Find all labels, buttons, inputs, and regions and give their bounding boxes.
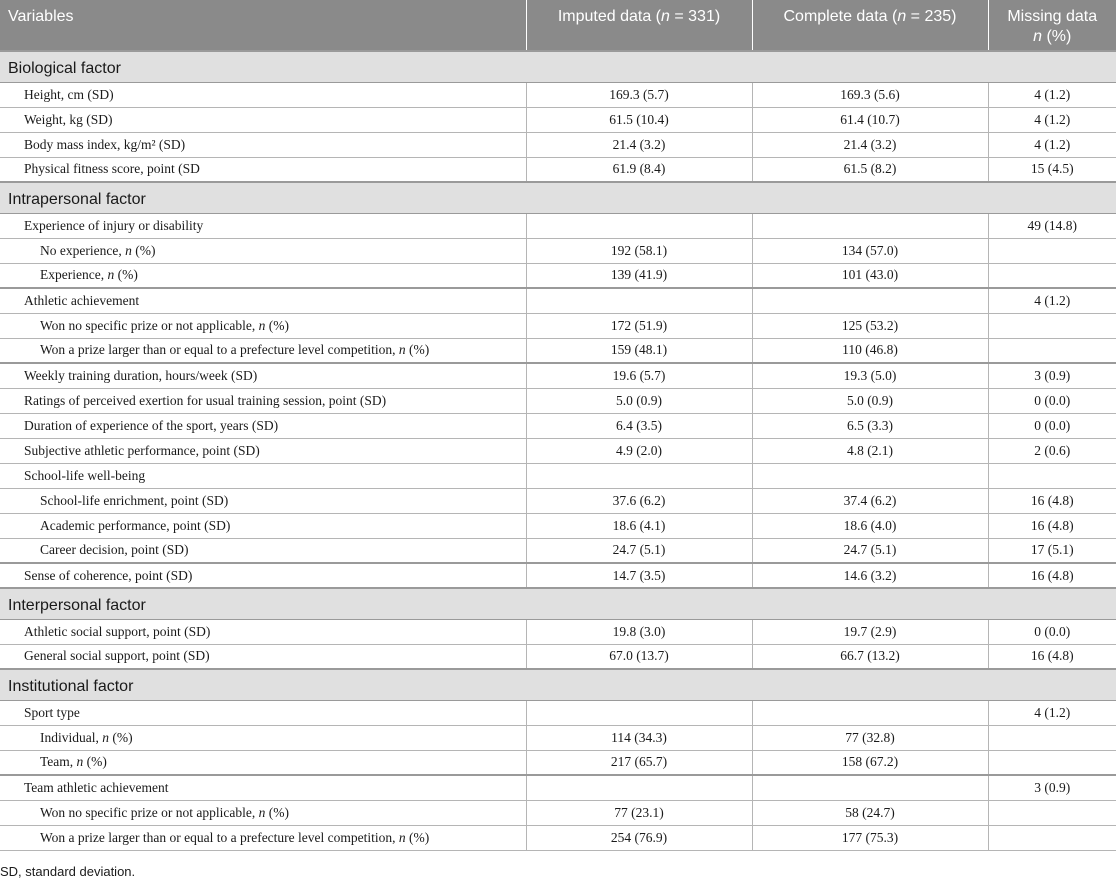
missing-cell: 0 (0.0) xyxy=(988,619,1116,644)
variable-cell: Weight, kg (SD) xyxy=(0,107,526,132)
complete-cell: 61.5 (8.2) xyxy=(752,157,988,182)
table-row xyxy=(0,725,1116,750)
complete-cell xyxy=(752,700,988,725)
table-row xyxy=(0,157,1116,182)
variable-cell: Ratings of perceived exertion for usual training session, point (SD) xyxy=(0,388,526,413)
variable-cell: Body mass index, kg/m² (SD) xyxy=(0,132,526,157)
imputed-cell: 139 (41.9) xyxy=(526,263,752,288)
missing-cell: 3 (0.9) xyxy=(988,363,1116,388)
complete-cell xyxy=(752,463,988,488)
variable-cell: Team athletic achievement xyxy=(0,775,526,800)
missing-cell: 15 (4.5) xyxy=(988,157,1116,182)
missing-cell xyxy=(988,825,1116,850)
table-header-row xyxy=(0,0,1116,51)
imputed-cell: 169.3 (5.7) xyxy=(526,82,752,107)
imputed-cell: 159 (48.1) xyxy=(526,338,752,363)
missing-cell xyxy=(988,800,1116,825)
variable-cell: Team, n (%) xyxy=(0,750,526,775)
variable-cell: Won no specific prize or not applicable, n (%) xyxy=(0,800,526,825)
missing-cell: 0 (0.0) xyxy=(988,388,1116,413)
imputed-cell: 77 (23.1) xyxy=(526,800,752,825)
table-row xyxy=(0,238,1116,263)
missing-cell: 4 (1.2) xyxy=(988,107,1116,132)
header-missing xyxy=(988,0,1116,51)
imputed-cell xyxy=(526,213,752,238)
table-row xyxy=(0,82,1116,107)
missing-cell: 4 (1.2) xyxy=(988,288,1116,313)
missing-cell xyxy=(988,750,1116,775)
table-row xyxy=(0,700,1116,725)
complete-cell: 169.3 (5.6) xyxy=(752,82,988,107)
table-row xyxy=(0,463,1116,488)
imputed-cell: 21.4 (3.2) xyxy=(526,132,752,157)
missing-cell: 16 (4.8) xyxy=(988,563,1116,588)
variable-cell: Duration of experience of the sport, years (SD) xyxy=(0,413,526,438)
variable-cell: Sport type xyxy=(0,700,526,725)
imputed-cell: 192 (58.1) xyxy=(526,238,752,263)
variable-cell: Experience, n (%) xyxy=(0,263,526,288)
missing-cell: 16 (4.8) xyxy=(988,513,1116,538)
complete-cell: 177 (75.3) xyxy=(752,825,988,850)
variable-cell: Weekly training duration, hours/week (SD) xyxy=(0,363,526,388)
imputed-cell: 4.9 (2.0) xyxy=(526,438,752,463)
table-row xyxy=(0,825,1116,850)
missing-cell: 4 (1.2) xyxy=(988,700,1116,725)
complete-cell: 5.0 (0.9) xyxy=(752,388,988,413)
complete-cell xyxy=(752,775,988,800)
imputed-cell xyxy=(526,700,752,725)
complete-cell: 4.8 (2.1) xyxy=(752,438,988,463)
variable-cell: Won a prize larger than or equal to a prefecture level competition, n (%) xyxy=(0,825,526,850)
header-variables: Variables xyxy=(0,0,526,51)
imputed-cell xyxy=(526,775,752,800)
imputed-cell: 61.5 (10.4) xyxy=(526,107,752,132)
imputed-cell xyxy=(526,463,752,488)
variable-cell: Won a prize larger than or equal to a prefecture level competition, n (%) xyxy=(0,338,526,363)
imputed-cell: 19.6 (5.7) xyxy=(526,363,752,388)
variable-cell: Height, cm (SD) xyxy=(0,82,526,107)
table-row xyxy=(0,800,1116,825)
complete-cell: 21.4 (3.2) xyxy=(752,132,988,157)
missing-cell: 16 (4.8) xyxy=(988,488,1116,513)
variable-cell: Subjective athletic performance, point (SD) xyxy=(0,438,526,463)
imputed-cell: 18.6 (4.1) xyxy=(526,513,752,538)
header-complete: Complete data (n = 235) xyxy=(752,0,988,51)
missing-cell xyxy=(988,338,1116,363)
section-title: Institutional factor xyxy=(0,669,1116,700)
missing-cell: 3 (0.9) xyxy=(988,775,1116,800)
imputed-cell xyxy=(526,288,752,313)
missing-cell xyxy=(988,313,1116,338)
complete-cell: 77 (32.8) xyxy=(752,725,988,750)
imputed-cell: 217 (65.7) xyxy=(526,750,752,775)
table-row xyxy=(0,363,1116,388)
variable-cell: School-life well-being xyxy=(0,463,526,488)
table-row xyxy=(0,438,1116,463)
complete-cell: 158 (67.2) xyxy=(752,750,988,775)
complete-cell: 125 (53.2) xyxy=(752,313,988,338)
complete-cell xyxy=(752,288,988,313)
table-row xyxy=(0,413,1116,438)
table-row xyxy=(0,563,1116,588)
table-row xyxy=(0,488,1116,513)
missing-cell xyxy=(988,238,1116,263)
complete-cell xyxy=(752,213,988,238)
imputed-cell: 5.0 (0.9) xyxy=(526,388,752,413)
section-title: Biological factor xyxy=(0,51,1116,82)
imputed-cell: 24.7 (5.1) xyxy=(526,538,752,563)
imputed-cell: 67.0 (13.7) xyxy=(526,644,752,669)
table-row xyxy=(0,107,1116,132)
section-header-row xyxy=(0,182,1116,213)
variable-cell: General social support, point (SD) xyxy=(0,644,526,669)
imputed-cell: 172 (51.9) xyxy=(526,313,752,338)
header-missing-line1: Missing data xyxy=(1007,8,1098,25)
table-row xyxy=(0,775,1116,800)
table-row xyxy=(0,288,1116,313)
complete-cell: 18.6 (4.0) xyxy=(752,513,988,538)
table-row xyxy=(0,132,1116,157)
variable-cell: Individual, n (%) xyxy=(0,725,526,750)
section-header-row xyxy=(0,51,1116,82)
missing-cell: 16 (4.8) xyxy=(988,644,1116,669)
complete-cell: 14.6 (3.2) xyxy=(752,563,988,588)
table-row xyxy=(0,750,1116,775)
table-row xyxy=(0,388,1116,413)
imputed-cell: 37.6 (6.2) xyxy=(526,488,752,513)
complete-cell: 19.7 (2.9) xyxy=(752,619,988,644)
complete-cell: 134 (57.0) xyxy=(752,238,988,263)
complete-cell: 66.7 (13.2) xyxy=(752,644,988,669)
variable-cell: Sense of coherence, point (SD) xyxy=(0,563,526,588)
complete-cell: 58 (24.7) xyxy=(752,800,988,825)
table-row xyxy=(0,513,1116,538)
table-row xyxy=(0,619,1116,644)
variable-cell: No experience, n (%) xyxy=(0,238,526,263)
missing-cell xyxy=(988,263,1116,288)
table-row xyxy=(0,213,1116,238)
variable-cell: Career decision, point (SD) xyxy=(0,538,526,563)
imputed-cell: 61.9 (8.4) xyxy=(526,157,752,182)
header-missing-line2: n (%) xyxy=(1033,28,1072,45)
complete-cell: 61.4 (10.7) xyxy=(752,107,988,132)
table-row xyxy=(0,338,1116,363)
complete-cell: 37.4 (6.2) xyxy=(752,488,988,513)
variable-cell: Physical fitness score, point (SD xyxy=(0,157,526,182)
variable-cell: Won no specific prize or not applicable, n (%) xyxy=(0,313,526,338)
complete-cell: 101 (43.0) xyxy=(752,263,988,288)
section-header-row xyxy=(0,588,1116,619)
missing-cell: 0 (0.0) xyxy=(988,413,1116,438)
imputed-cell: 254 (76.9) xyxy=(526,825,752,850)
imputed-cell: 6.4 (3.5) xyxy=(526,413,752,438)
variable-cell: Experience of injury or disability xyxy=(0,213,526,238)
variable-cell: School-life enrichment, point (SD) xyxy=(0,488,526,513)
missing-cell: 49 (14.8) xyxy=(988,213,1116,238)
table-row xyxy=(0,644,1116,669)
table-row xyxy=(0,263,1116,288)
variable-cell: Academic performance, point (SD) xyxy=(0,513,526,538)
missing-cell: 2 (0.6) xyxy=(988,438,1116,463)
header-imputed: Imputed data (n = 331) xyxy=(526,0,752,51)
complete-cell: 19.3 (5.0) xyxy=(752,363,988,388)
variable-cell: Athletic social support, point (SD) xyxy=(0,619,526,644)
missing-cell xyxy=(988,463,1116,488)
missing-cell: 4 (1.2) xyxy=(988,82,1116,107)
complete-cell: 110 (46.8) xyxy=(752,338,988,363)
missing-cell xyxy=(988,725,1116,750)
table-row xyxy=(0,538,1116,563)
missing-cell: 17 (5.1) xyxy=(988,538,1116,563)
complete-cell: 24.7 (5.1) xyxy=(752,538,988,563)
variable-cell: Athletic achievement xyxy=(0,288,526,313)
table-row xyxy=(0,313,1116,338)
table-body xyxy=(0,51,1116,850)
imputed-cell: 19.8 (3.0) xyxy=(526,619,752,644)
missing-cell: 4 (1.2) xyxy=(988,132,1116,157)
table-footnote: SD, standard deviation. xyxy=(0,864,136,879)
imputed-cell: 14.7 (3.5) xyxy=(526,563,752,588)
section-header-row xyxy=(0,669,1116,700)
section-title: Interpersonal factor xyxy=(0,588,1116,619)
section-title: Intrapersonal factor xyxy=(0,182,1116,213)
complete-cell: 6.5 (3.3) xyxy=(752,413,988,438)
imputed-cell: 114 (34.3) xyxy=(526,725,752,750)
